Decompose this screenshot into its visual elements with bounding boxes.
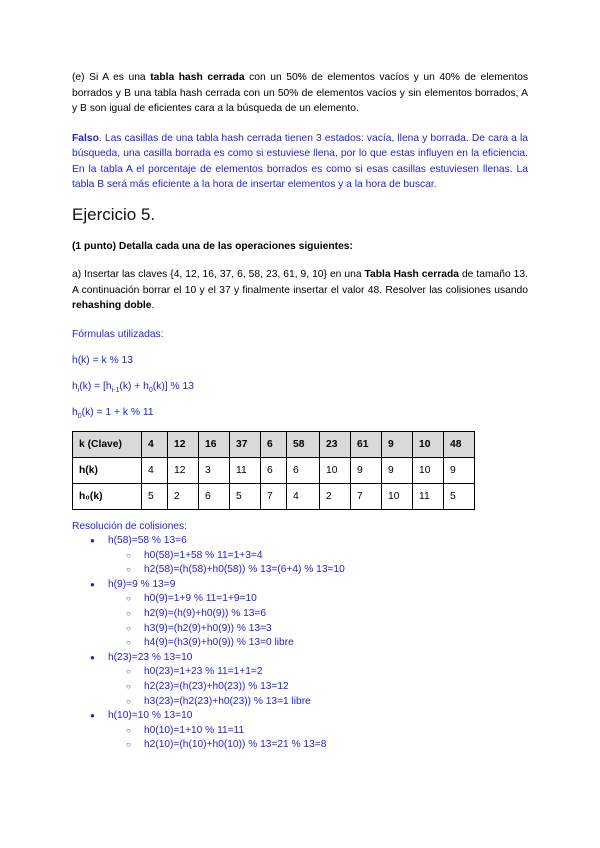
formula-hi-part: h	[72, 380, 78, 392]
table-cell: 9	[351, 457, 382, 483]
table-cell: 2	[320, 483, 351, 509]
table-cell: 3	[199, 457, 230, 483]
table-cell: 11	[413, 483, 444, 509]
table-cell: 4	[287, 483, 320, 509]
document-page	[72, 70, 528, 753]
formula-h0	[72, 405, 528, 420]
table-cell: 23	[320, 431, 351, 457]
table-cell: 58	[287, 431, 320, 457]
table-row-h	[73, 457, 475, 483]
table-cell: h₀(k)	[73, 483, 142, 509]
answer-e	[72, 131, 528, 193]
list-item: ○ h0(23)=1+23 % 11=1+1=2	[126, 665, 528, 680]
formula-h0-part: h	[72, 406, 78, 418]
question-e-text: con un 50% de elementos vacíos y un 40% de elementos borrados y B una tabla hash cerrada con un 50% de elementos vacíos y sin elementos borrados, A y B son igual de eficientes cara a la búsqueda de un elemento.	[72, 72, 528, 114]
step-list	[108, 592, 528, 650]
formulas-title: Fórmulas utilizadas:	[72, 328, 164, 340]
table-cell: 7	[261, 483, 287, 509]
table-cell: 37	[230, 431, 261, 457]
table-cell: 5	[444, 483, 475, 509]
formula-hi-part: (k) + h	[119, 380, 149, 392]
formula-hi	[72, 379, 528, 394]
table-cell: 10	[320, 457, 351, 483]
list-item: ○ h0(9)=1+9 % 11=1+9=10	[126, 592, 528, 607]
exercise-title: Ejercicio 5.	[72, 204, 156, 224]
list-item: ○ h2(58)=(h(58)+h0(58)) % 13=(6+4) % 13=10	[126, 563, 528, 578]
question-e-prefix: (e) Si A es una	[72, 72, 151, 83]
collision-resolution	[72, 520, 528, 754]
question-e-bold: tabla hash cerrada	[150, 72, 245, 83]
question-e	[72, 70, 528, 117]
list-item	[90, 709, 528, 753]
list-item: ○ h4(9)=(h3(9)+h0(9)) % 13=0 libre	[126, 636, 528, 651]
table-cell: 6	[287, 457, 320, 483]
collision-main: h(23)=23 % 13=10	[108, 651, 193, 663]
table-cell: 10	[413, 457, 444, 483]
formula-hi-part: (k) = [h	[79, 380, 112, 392]
table-cell: 10	[382, 483, 413, 509]
part-a-bold-1: Tabla Hash cerrada	[364, 269, 459, 280]
table-cell: 48	[444, 431, 475, 457]
step-list	[108, 724, 528, 753]
table-cell: 9	[382, 457, 413, 483]
exercise-subtitle: (1 punto) Detalla cada una de las operaciones siguientes:	[72, 240, 353, 252]
table-cell: 6	[199, 483, 230, 509]
part-a-text-1: a) Insertar las claves {4, 12, 16, 37, 6, 58, 23, 61, 9, 10} en una	[72, 269, 365, 280]
list-item: ○ h2(9)=(h(9)+h0(9)) % 13=6	[126, 607, 528, 622]
answer-e-text: . Las casillas de una tabla hash cerrada tienen 3 estados: vacía, llena y borrada. De cara a la búsqueda, una casilla borrada es como si estuviese llena, por lo que estas influyen en la eficiencia. En la tabla A el porcentaje de elementos borrados es como si esas casillas estuviesen llenas. La tabla B será más eficiente a la hora de insertar elementos y a la hora de buscar.	[72, 132, 528, 190]
collision-main: h(10)=10 % 13=10	[108, 710, 193, 722]
collision-main: h(58)=58 % 13=6	[108, 535, 187, 547]
exercise-part-a	[72, 267, 528, 314]
formula-h: h(k) = k % 13	[72, 354, 133, 366]
list-item: ○ h2(23)=(h(23)+h0(23)) % 13=12	[126, 680, 528, 695]
part-a-text-3: .	[151, 300, 155, 311]
table-cell: 11	[230, 457, 261, 483]
collision-main: h(9)=9 % 13=9	[108, 578, 176, 590]
table-cell: 7	[351, 483, 382, 509]
formula-hi-part: (k)] % 13	[152, 380, 194, 392]
step-list	[108, 549, 528, 578]
table-cell: 4	[142, 431, 168, 457]
list-item	[90, 651, 528, 709]
table-cell: k (Clave)	[73, 431, 142, 457]
table-cell: 2	[168, 483, 199, 509]
formula-h0-part: (k) = 1 + k % 11	[81, 406, 154, 418]
list-item: ○ h0(58)=1+58 % 11=1+3=4	[126, 549, 528, 564]
table-cell: 61	[351, 431, 382, 457]
table-cell: 6	[261, 457, 287, 483]
formula-hi-sub: i	[77, 386, 80, 394]
table-cell: 4	[142, 457, 168, 483]
formula-hi-sub: 0	[148, 386, 153, 394]
table-cell: 12	[168, 431, 199, 457]
hash-table	[72, 431, 475, 510]
list-item: ○ h0(10)=1+10 % 11=11	[126, 724, 528, 739]
part-a-text-2: de tamaño 13. A continuación borrar el 10 y el 37 y finalmente insertar el valor 48. Resolver las colisiones usando	[72, 269, 529, 296]
resolution-title: Resolución de colisiones:	[72, 520, 187, 532]
table-cell: h(k)	[73, 457, 142, 483]
step-list	[108, 665, 528, 709]
table-cell: 10	[413, 431, 444, 457]
table-cell: 16	[199, 431, 230, 457]
table-cell: 5	[230, 483, 261, 509]
table-cell: 6	[261, 431, 287, 457]
table-row-h0	[73, 483, 475, 509]
table-cell: 12	[168, 457, 199, 483]
table-cell: 9	[444, 457, 475, 483]
table-cell: 9	[382, 431, 413, 457]
answer-e-bold: Falso	[72, 132, 99, 144]
formula-h0-sub: 0	[77, 412, 82, 420]
list-item	[90, 578, 528, 651]
part-a-bold-2: rehashing doble	[72, 300, 152, 311]
table-cell: 5	[142, 483, 168, 509]
table-header-row	[73, 431, 475, 457]
resolution-list	[72, 534, 528, 753]
formula-hi-sub: i-1	[111, 386, 120, 394]
list-item	[90, 534, 528, 578]
list-item: ○ h2(10)=(h(10)+h0(10)) % 13=21 % 13=8	[126, 738, 528, 753]
list-item: ○ h3(9)=(h2(9)+h0(9)) % 13=3	[126, 622, 528, 637]
list-item: ○ h3(23)=(h2(23)+h0(23)) % 13=1 libre	[126, 695, 528, 710]
